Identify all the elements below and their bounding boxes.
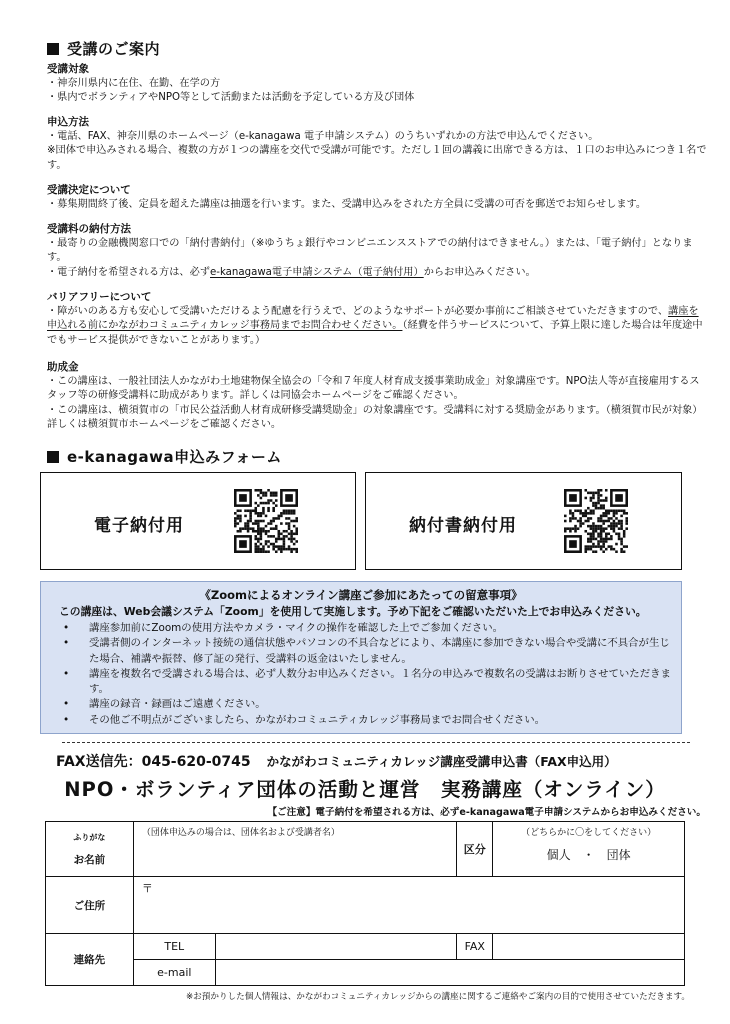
zoom-notice-box — [40, 581, 682, 734]
category-options: 個人 ・ 団体 — [546, 848, 631, 862]
section-line: ・募集期間終了後、定員を超えた講座は抽選を行います。また、受講申込みをされた方全員に受講の可否を郵送でお知らせします。 — [47, 199, 647, 211]
section-subsidy — [47, 360, 707, 432]
section-line: ・最寄りの金融機関窓口での「納付書納付」（※ゆうちょ銀行やコンビニエンスストアでの納付はできません。）または、「電子納付」となります。 — [47, 238, 693, 264]
section-line: ・この講座は、横須賀市の「市民公益活動人材育成研修受講奨励金」の対象講座です。受講料に対する奨励金があります。（横須賀市民が対象）詳しくは横須賀市ホームページをご確認ください。 — [47, 404, 703, 430]
qr-code-icon[interactable] — [564, 489, 628, 553]
table-row — [46, 934, 685, 960]
section-payment — [47, 222, 707, 280]
table-row — [46, 877, 685, 934]
contact-label: 連絡先 — [46, 934, 134, 986]
fax-field[interactable] — [493, 934, 685, 960]
fax-line — [56, 751, 617, 771]
list-item: • 講座参加前にZoomの使用方法やカメラ・マイクの操作を確認した上でご参加ください。 — [63, 621, 675, 636]
section-line: ・神奈川県内に在住、在勤、在学の方 — [47, 78, 221, 90]
qr-code-icon[interactable] — [234, 489, 298, 553]
section-line: ・電子納付を希望される方は、必ずe-kanagawa電子申請システム（電子納付用）からお申込みください。 — [47, 266, 536, 278]
ekanagawa-heading: e-kanagawa申込みフォーム — [47, 446, 282, 467]
name-field[interactable] — [133, 822, 456, 877]
postal-mark: 〒 — [141, 882, 153, 895]
section-title: 受講料の納付方法 — [47, 223, 131, 235]
list-item: • 講座の録音・録画はご遠慮ください。 — [63, 697, 675, 712]
category-note: （どちらかに〇をしてください） — [521, 828, 657, 838]
section-line: ※団体で申込みされる場合、複数の方が１つの講座を交代で受講が可能です。ただし１回の講義に出席できる方は、１口のお申込みにつき１名です。 — [47, 145, 707, 171]
course-title: NPO・ボランティア団体の活動と運営 実務講座（オンライン） — [64, 778, 666, 801]
application-form-table — [45, 821, 685, 986]
section-barrierfree — [47, 290, 707, 348]
section-title: バリアフリーについて — [47, 291, 152, 303]
email-field[interactable] — [215, 960, 684, 986]
name-note: （団体申込みの場合は、団体名および受講者名） — [141, 828, 340, 838]
section-decision — [47, 183, 707, 212]
payment-slip-label: 納付書納付用 — [409, 516, 517, 536]
caution-note: 【ご注意】電子納付を希望される方は、必ずe-kanagawa電子申請システムからお申込みください。 — [267, 807, 706, 818]
address-label: ご住所 — [46, 877, 134, 934]
category-label: 区分 — [457, 822, 493, 877]
section-title: 助成金 — [47, 361, 79, 373]
fax-form-title: かながわコミュニティカレッジ講座受講申込書（FAX申込用） — [266, 754, 617, 769]
address-field[interactable] — [133, 877, 684, 934]
square-bullet-icon — [47, 451, 59, 463]
e-kanagawa-payment-link[interactable]: e-kanagawa電子申請システム（電子納付用） — [210, 266, 424, 278]
privacy-footnote: ※お預かりした個人情報は、かながわコミュニティカレッジからの講座に関するご連絡やご案内の目的で使用させていただきます。 — [185, 992, 690, 1002]
list-item: • その他ご不明点がございましたら、かながわコミュニティカレッジ事務局までお問合せください。 — [63, 713, 675, 728]
section-line: ・この講座は、一般社団法人かながわ土地建物保全協会の「令和７年度人材育成支援事業助成金」対象講座です。NPO法人等が直接雇用するスタッフ等の研修受講料に助成があります。詳しくは同協会ホームページをご確認ください。 — [47, 376, 700, 402]
cut-line-divider — [62, 742, 690, 743]
fax-label: FAX — [457, 934, 493, 960]
tel-label: TEL — [133, 934, 215, 960]
section-line: ・県内でボランティアやNPO等として活動または活動を予定している方及び団体 — [47, 92, 415, 104]
section-title: 受講対象 — [47, 63, 89, 75]
guide-heading: 受講のご案内 — [47, 38, 160, 59]
section-target — [47, 62, 707, 106]
email-label: e-mail — [133, 960, 215, 986]
zoom-notice-list — [63, 621, 675, 728]
table-row — [46, 822, 685, 877]
zoom-notice-subtitle: この講座は、Web会議システム「Zoom」を使用して実施します。予め下記をご確認いただいた上でお申込みください。 — [59, 605, 647, 618]
zoom-notice-title: 《Zoomによるオンライン講座ご参加にあたっての留意事項》 — [199, 588, 523, 602]
section-line: ・障がいのある方も安心して受講いただけるよう配慮を行うえで、どのようなサポートが必要か事前にご相談させていただきますので、講座を申込れる前にかながわコミュニティカレッジ事務局までお問合わせください。（経費を伴うサービスについて、予算上限に達した場合は年度途中でもサービス提供ができないことがあります。） — [47, 306, 703, 346]
payment-slip-form-box[interactable] — [365, 472, 682, 570]
electronic-payment-form-box[interactable] — [40, 472, 356, 570]
furigana-label: ふりがな — [73, 832, 106, 842]
list-item: • 講座を複数名で受講される場合は、必ず人数分お申込みください。１名分の申込みで複数名の受講はお断りさせていただきます。 — [63, 667, 675, 698]
list-item: • 受講者側のインターネット接続の通信状態やパソコンの不具合などにより、本講座に参加できない場合や受講に不具合が生じた場合、補講や振替、修了証の発行、受講料の返金はいたしません。 — [63, 636, 675, 667]
square-bullet-icon — [47, 43, 59, 55]
section-apply — [47, 115, 707, 173]
name-label: お名前 — [73, 853, 106, 866]
electronic-payment-label: 電子納付用 — [94, 516, 184, 536]
table-row — [46, 960, 685, 986]
name-label-cell — [46, 822, 134, 877]
tel-field[interactable] — [215, 934, 457, 960]
category-field[interactable] — [493, 822, 685, 877]
fax-number: FAX送信先：045-620-0745 — [56, 754, 251, 770]
section-title: 受講決定について — [47, 184, 131, 196]
section-line: ・電話、FAX、神奈川県のホームページ（e-kanagawa 電子申請システム）のうちいずれかの方法で申込んでください。 — [47, 131, 599, 143]
section-title: 申込方法 — [47, 116, 89, 128]
